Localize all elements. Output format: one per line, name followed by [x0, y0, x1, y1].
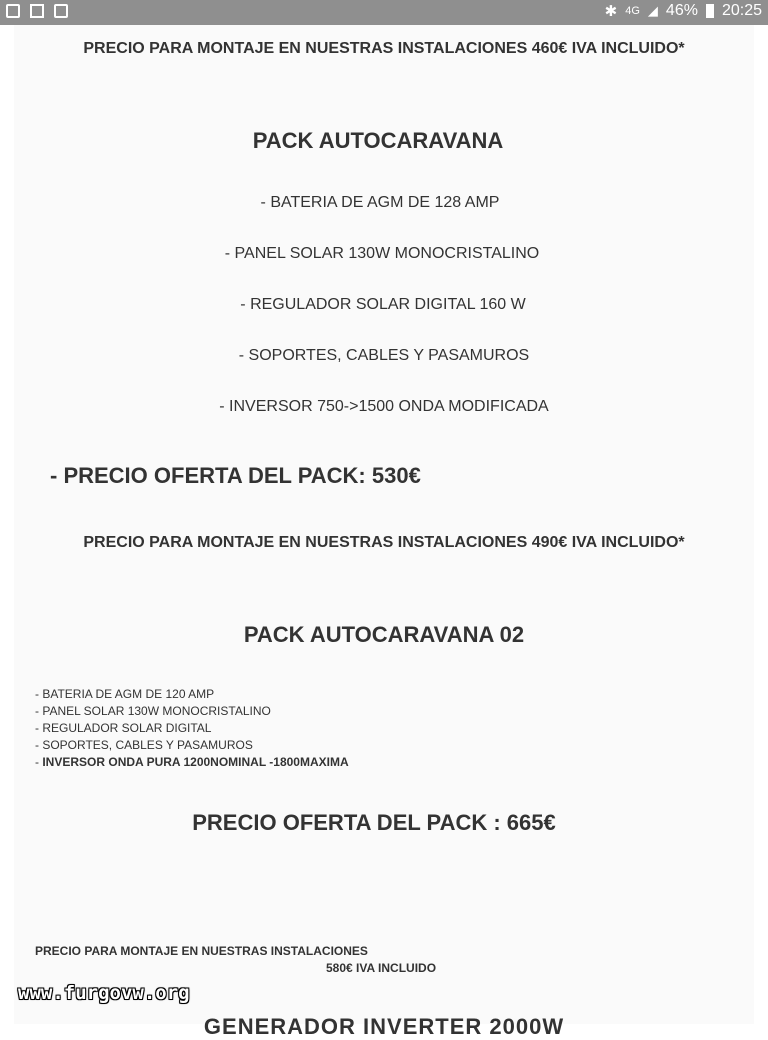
- system-status: [605, 2, 762, 20]
- install-price-1: PRECIO PARA MONTAJE EN NUESTRAS INSTALACIONES 460€ IVA INCLUIDO*: [83, 40, 685, 57]
- network-type: 4G: [625, 5, 640, 17]
- pack2-item: - PANEL SOLAR 130W MONOCRISTALINO: [35, 704, 271, 718]
- pack2-item-inverter: [35, 755, 349, 769]
- watermark: www.furgovw.org: [18, 982, 190, 1004]
- install-price-2: PRECIO PARA MONTAJE EN NUESTRAS INSTALACIONES 490€ IVA INCLUIDO*: [83, 534, 685, 551]
- battery-icon: [706, 4, 714, 18]
- next-section-heading: GENERADOR INVERTER 2000W: [203, 1014, 565, 1039]
- image-notification-icon: [54, 4, 68, 18]
- pack2-title: PACK AUTOCARAVANA 02: [243, 622, 525, 647]
- notification-icons: [6, 4, 68, 18]
- ad-image: [14, 25, 754, 1024]
- pack2-item-dash: -: [35, 755, 43, 769]
- pack1-title: PACK AUTOCARAVANA: [252, 128, 504, 153]
- pack1-item: - PANEL SOLAR 130W MONOCRISTALINO: [224, 245, 540, 262]
- pack2-offer: PRECIO OFERTA DEL PACK : 665€: [192, 810, 556, 835]
- pack1-item: - INVERSOR 750->1500 ONDA MODIFICADA: [219, 398, 549, 415]
- pack2-item: - SOPORTES, CABLES Y PASAMUROS: [35, 738, 253, 752]
- pack2-item: - BATERIA DE AGM DE 120 AMP: [35, 687, 215, 701]
- file-notification-icon: [6, 4, 20, 18]
- pack2-item-bold: INVERSOR ONDA PURA 1200NOMINAL -1800MAXIMA: [42, 755, 349, 769]
- clock: 20:25: [721, 2, 762, 19]
- pack2-item: - REGULADOR SOLAR DIGITAL: [35, 721, 212, 735]
- pack1-item: - REGULADOR SOLAR DIGITAL 160 W: [240, 296, 526, 313]
- signal-icon: ◢: [647, 3, 658, 18]
- image-viewer[interactable]: [0, 25, 768, 1024]
- battery-percent: 46%: [665, 2, 698, 19]
- pack1-offer: - PRECIO OFERTA DEL PACK: 530€: [50, 463, 421, 488]
- mail-notification-icon: [30, 4, 44, 18]
- bluetooth-icon: ✱: [604, 3, 618, 20]
- install-price-3-line1: PRECIO PARA MONTAJE EN NUESTRAS INSTALACIONES: [35, 944, 368, 958]
- install-price-3-line2: 580€ IVA INCLUIDO: [326, 961, 437, 975]
- pack1-item: - BATERIA DE AGM DE 128 AMP: [260, 194, 500, 211]
- status-bar: [0, 0, 768, 25]
- pack1-item: - SOPORTES, CABLES Y PASAMUROS: [238, 347, 530, 364]
